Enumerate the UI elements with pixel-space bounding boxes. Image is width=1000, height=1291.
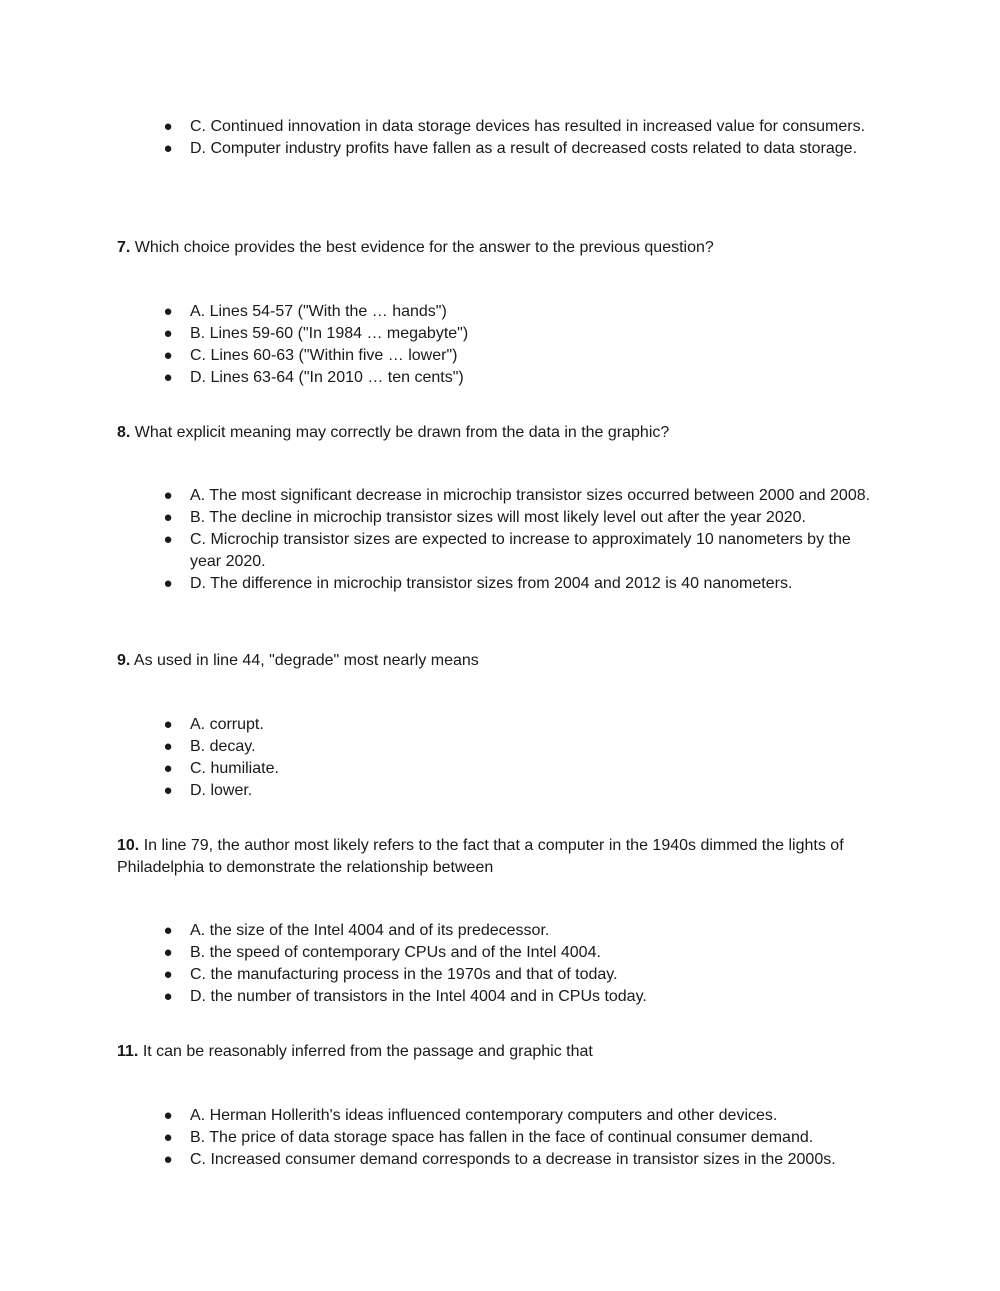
bullet-icon: ●	[163, 782, 173, 799]
option-item[interactable]	[0, 942, 1000, 964]
question-text: It can be reasonably inferred from the passage and graphic that	[142, 1043, 593, 1060]
question-11-prompt	[117, 1041, 877, 1063]
option-text: D. The difference in microchip transistor sizes from 2004 and 2012 is 40 nanometers.	[190, 575, 793, 592]
question-text: As used in line 44, "degrade" most nearly means	[133, 652, 479, 669]
question-9-options	[0, 714, 1000, 802]
option-item[interactable]	[0, 301, 1000, 323]
question-10-options	[0, 920, 1000, 1008]
option-item[interactable]	[0, 736, 1000, 758]
option-item[interactable]	[0, 758, 1000, 780]
option-text: D. Computer industry profits have fallen as a result of decreased costs related to data storage.	[190, 140, 858, 157]
bullet-icon: ●	[163, 487, 173, 504]
continued-options-list	[0, 116, 1000, 160]
question-7-options	[0, 301, 1000, 389]
bullet-icon: ●	[163, 140, 173, 157]
option-text: C. Continued innovation in data storage devices has resulted in increased value for consumers.	[190, 118, 866, 135]
option-text: D. the number of transistors in the Intel 4004 and in CPUs today.	[190, 988, 647, 1005]
question-text: In line 79, the author most likely refers to the fact that a computer in the 1940s dimmed the lights of Philadelphia to demonstrate the relationship between	[117, 837, 844, 876]
option-text: D. Lines 63-64 ("In 2010 … ten cents")	[190, 369, 464, 386]
bullet-icon: ●	[163, 118, 173, 135]
question-7-prompt	[117, 237, 877, 259]
question-number: 7.	[117, 239, 131, 256]
option-text: C. Lines 60-63 ("Within five … lower")	[190, 347, 458, 364]
option-text: B. Lines 59-60 ("In 1984 … megabyte")	[190, 325, 469, 342]
bullet-icon: ●	[163, 760, 173, 777]
question-text: What explicit meaning may correctly be drawn from the data in the graphic?	[134, 424, 670, 441]
option-text: B. The price of data storage space has fallen in the face of continual consumer demand.	[190, 1129, 814, 1146]
question-10-prompt	[117, 835, 877, 879]
question-8-options	[0, 485, 1000, 595]
option-item[interactable]	[0, 345, 1000, 367]
bullet-icon: ●	[163, 1107, 173, 1124]
bullet-icon: ●	[163, 347, 173, 364]
option-text: A. Herman Hollerith's ideas influenced contemporary computers and other devices.	[190, 1107, 778, 1124]
bullet-icon: ●	[163, 369, 173, 386]
option-text: A. corrupt.	[190, 716, 264, 733]
question-8-prompt	[117, 422, 877, 444]
bullet-icon: ●	[163, 1129, 173, 1146]
question-number: 8.	[117, 424, 131, 441]
option-item[interactable]	[0, 367, 1000, 389]
option-text: C. Microchip transistor sizes are expected to increase to approximately 10 nanometers by the year 2020.	[190, 531, 851, 570]
bullet-icon: ●	[163, 1151, 173, 1168]
option-item[interactable]	[0, 323, 1000, 345]
option-text: C. the manufacturing process in the 1970s and that of today.	[190, 966, 618, 983]
option-item[interactable]	[0, 1127, 1000, 1149]
option-item[interactable]	[0, 780, 1000, 802]
bullet-icon: ●	[163, 325, 173, 342]
option-item[interactable]	[0, 714, 1000, 736]
option-text: A. the size of the Intel 4004 and of its predecessor.	[190, 922, 550, 939]
option-text: C. Increased consumer demand corresponds to a decrease in transistor sizes in the 2000s.	[190, 1151, 836, 1168]
option-text: B. The decline in microchip transistor sizes will most likely level out after the year 2020.	[190, 509, 806, 526]
option-item[interactable]	[0, 573, 1000, 595]
bullet-icon: ●	[163, 716, 173, 733]
option-item[interactable]	[0, 485, 1000, 507]
bullet-icon: ●	[163, 966, 173, 983]
bullet-icon: ●	[163, 738, 173, 755]
question-number: 10.	[117, 837, 140, 854]
option-text: D. lower.	[190, 782, 253, 799]
bullet-icon: ●	[163, 531, 173, 548]
option-item[interactable]	[0, 507, 1000, 529]
question-number: 11.	[117, 1043, 139, 1060]
question-text: Which choice provides the best evidence for the answer to the previous question?	[134, 239, 714, 256]
option-text: B. decay.	[190, 738, 256, 755]
option-item[interactable]	[0, 116, 1000, 138]
option-item[interactable]	[0, 138, 1000, 160]
option-item[interactable]	[0, 964, 1000, 986]
option-item[interactable]	[0, 529, 1000, 573]
question-11-options	[0, 1105, 1000, 1171]
bullet-icon: ●	[163, 509, 173, 526]
bullet-icon: ●	[163, 988, 173, 1005]
option-text: A. Lines 54-57 ("With the … hands")	[190, 303, 447, 320]
option-item[interactable]	[0, 986, 1000, 1008]
option-item[interactable]	[0, 920, 1000, 942]
option-text: B. the speed of contemporary CPUs and of the Intel 4004.	[190, 944, 601, 961]
bullet-icon: ●	[163, 922, 173, 939]
option-item[interactable]	[0, 1149, 1000, 1171]
bullet-icon: ●	[163, 575, 173, 592]
bullet-icon: ●	[163, 944, 173, 961]
bullet-icon: ●	[163, 303, 173, 320]
option-item[interactable]	[0, 1105, 1000, 1127]
question-number: 9.	[117, 652, 131, 669]
option-text: C. humiliate.	[190, 760, 279, 777]
question-9-prompt	[117, 650, 877, 672]
option-text: A. The most significant decrease in microchip transistor sizes occurred between 2000 and 2008.	[190, 487, 871, 504]
